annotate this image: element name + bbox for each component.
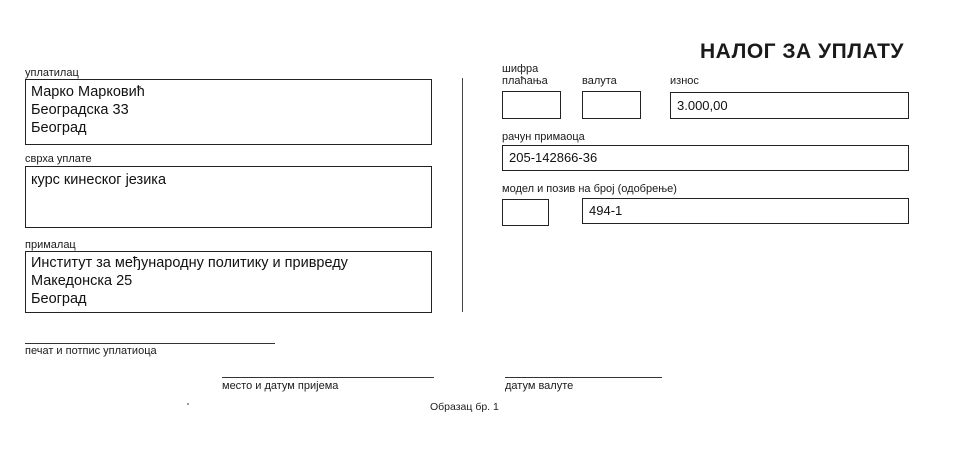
- reference-model-field[interactable]: [502, 199, 549, 226]
- payer-name: Марко Марковић: [31, 84, 145, 100]
- currency-label: валута: [582, 75, 617, 87]
- purpose-label: сврха уплате: [25, 153, 92, 165]
- payer-signature-line: [25, 343, 275, 344]
- recipient-account-value: 205-142866-36: [509, 150, 598, 165]
- reference-number-value: 494-1: [589, 203, 623, 218]
- recipient-street: Македонска 25: [31, 273, 133, 289]
- payer-street: Београдска 33: [31, 102, 129, 118]
- recipient-name: Институт за међународну политику и привреду: [31, 255, 348, 271]
- purpose-text: курс кинеског језика: [31, 172, 167, 188]
- value-date-label: датум валуте: [505, 380, 574, 392]
- amount-value: 3.000,00: [677, 98, 728, 113]
- payment-code-label-line2: плаћања: [502, 75, 548, 87]
- column-divider: [462, 78, 463, 312]
- purpose-field[interactable]: [25, 166, 432, 228]
- place-date-line: [222, 377, 434, 378]
- amount-label: износ: [670, 75, 699, 87]
- recipient-field[interactable]: [25, 251, 432, 313]
- reference-number-field[interactable]: [582, 198, 909, 224]
- payer-signature-label: печат и потпис уплатиоца: [25, 345, 157, 357]
- reference-label: модел и позив на број (одобрење): [502, 183, 677, 195]
- payment-code-label: [502, 63, 548, 87]
- payment-code-label-line1: шифра: [502, 63, 539, 75]
- payment-code-field[interactable]: [502, 91, 561, 119]
- recipient-account-label: рачун примаоца: [502, 131, 585, 143]
- value-date-line: [505, 377, 662, 378]
- recipient-label: прималац: [25, 239, 76, 251]
- recipient-city: Београд: [31, 291, 87, 307]
- payer-city: Београд: [31, 120, 87, 136]
- place-date-label: место и датум пријема: [222, 380, 339, 392]
- payer-label: уплатилац: [25, 67, 79, 79]
- currency-field[interactable]: [582, 91, 641, 119]
- form-title: НАЛОГ ЗА УПЛАТУ: [700, 40, 904, 63]
- form-number: Образац бр. 1: [430, 401, 499, 413]
- scan-speck: [187, 403, 189, 405]
- payer-field[interactable]: [25, 79, 432, 145]
- recipient-account-field[interactable]: [502, 145, 909, 171]
- amount-field[interactable]: [670, 92, 909, 119]
